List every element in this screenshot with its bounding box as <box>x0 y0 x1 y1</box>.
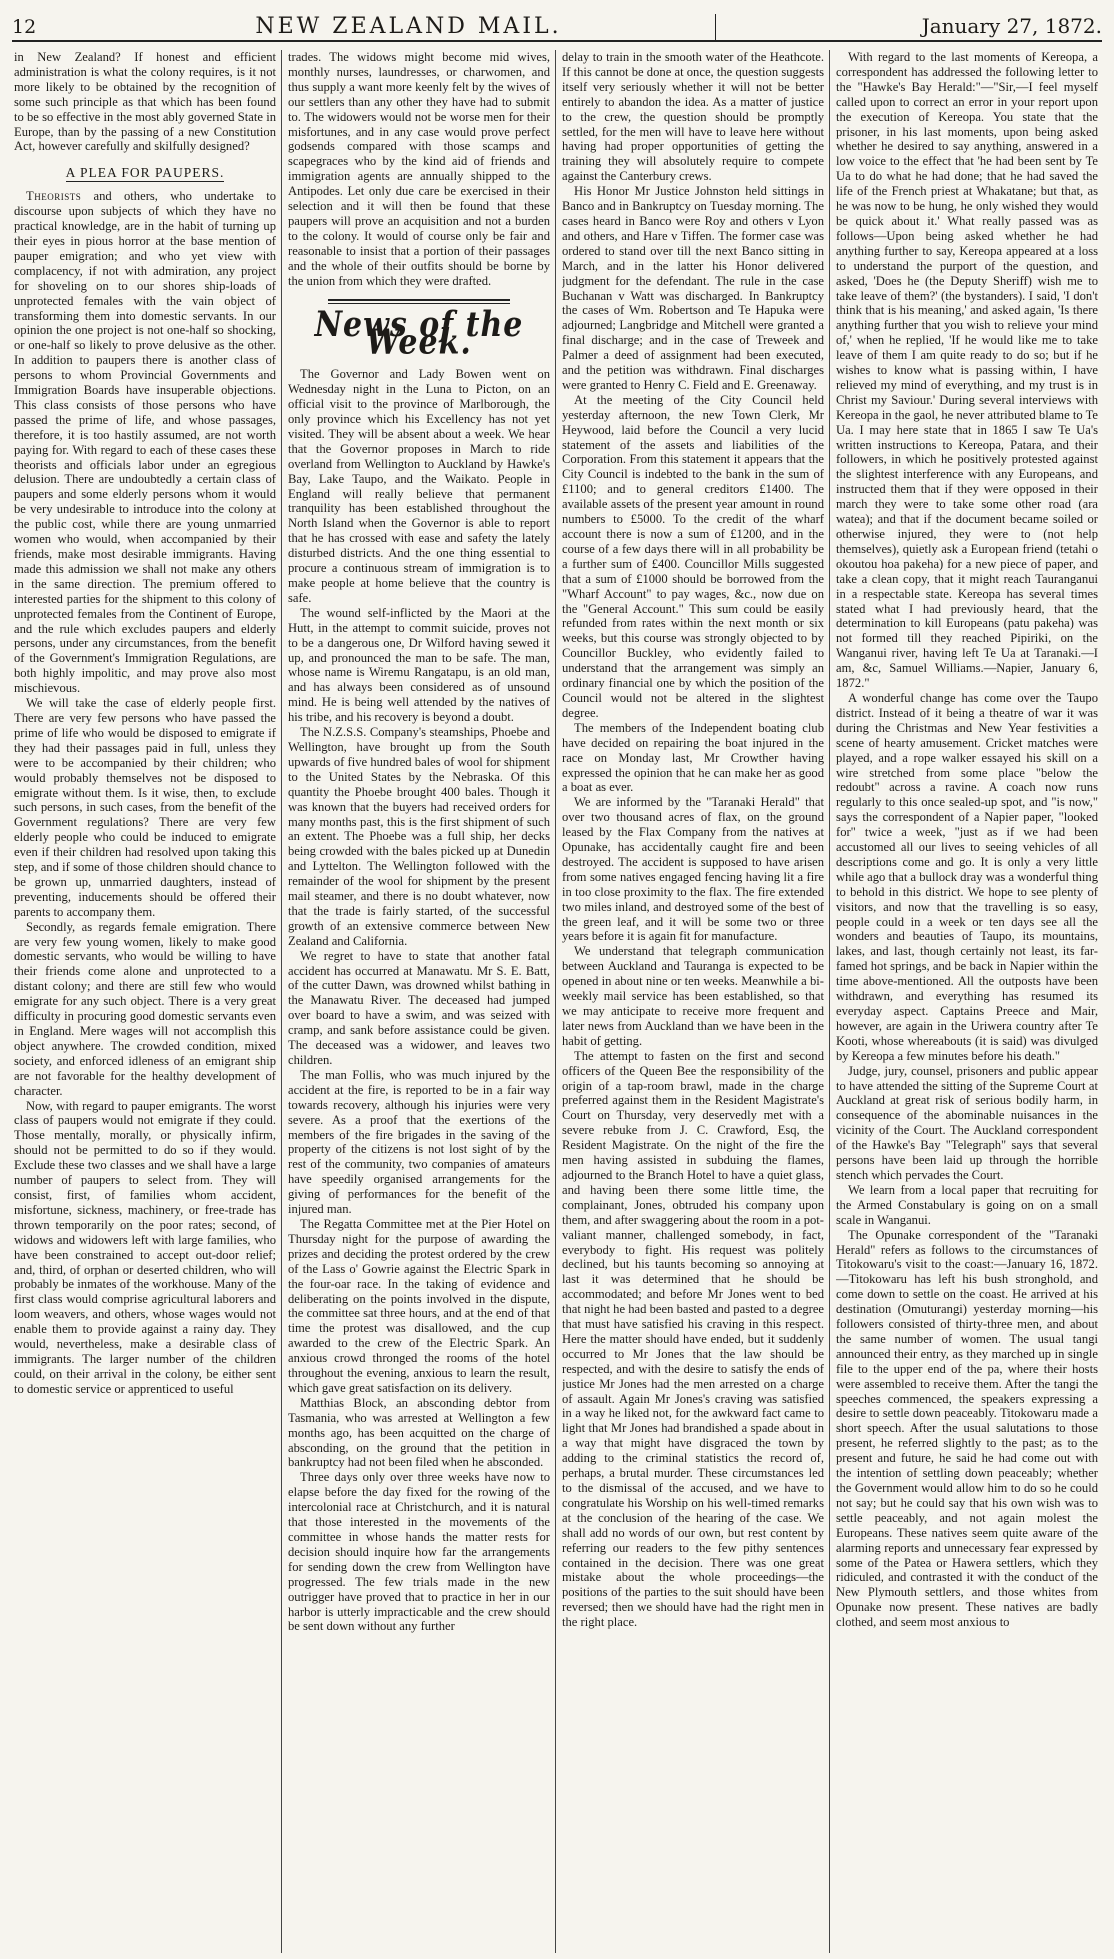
article-paragraph: Theorists and others, who undertake to discourse upon subjects of which they have no practical knowledge, are in the habit of turning up their eyes in pious horror at the base mention of pauper emigration; and who yet view with complacency, if not with admiration, any project for shoveling on to our shores ship-loads of unprotected females with the vain object of transforming them into domestic servants. In our opinion the one project is not one-half so shocking, or one-half so likely to prove delusive as the other. In addition to paupers there is another class of persons to whom Provincial Governments and Immigration Boards have insuperable objections. This class consists of those persons who have passed the prime of life, and whose passages, therefore, it is too hastily assumed, are not worth paying for. With regard to each of these cases these theorists and officials labor under an egregious delusion. There are undoubtedly a certain class of paupers and some elderly persons whom it would be very undesirable to introduce into the colony at the public cost, while there are young unmarried women who would, when accompanied by their friends, make most desirable immigrants. Having made this admission we shall not make any others in the same direction. The premium offered to interested parties for the shipment to this colony of unprotected females from the Continent of Europe, and the rule which excludes paupers and elderly persons, under any circumstances, from the benefit of the Government's Immigration Regulations, are both highly impolitic, and may prove also most mischievous. <box>14 189 276 696</box>
article-paragraph: in New Zealand? If honest and efficient administration is what the colony requires, is it not more likely to be obtained by the recognition of some such principle as that which has been found to be so effective in the most ably governed State in Europe, than by the passing of a new Constitution Act, however carefully and skilfully designed? <box>14 50 276 154</box>
article-paragraph: The members of the Independent boating club have decided on repairing the boat injured in the race on Monday last, Mr Crowther having expressed the opinion that he can make her as good a boat as ever. <box>562 720 824 795</box>
column-divider <box>555 50 556 1953</box>
issue-date: January 27, 1872. <box>715 14 1102 40</box>
article-paragraph: With regard to the last moments of Kereopa, a correspondent has addressed the following letter to the "Hawke's Bay Herald:"—"Sir,—I feel myself called upon to correct an error in your report upon the execution of Kereopa. You state that the prisoner, in his last moments, upon being asked whether he desired to say anything, answered in a low voice to the effect that 'he had been sent by Te Ua to do what he had done; that he had saved the life of the French priest at Whakatane; but that, as he was now to be hung, he only wished they would be quick about it.' What really passed was as follows—Upon being asked whether he had anything further to say, Kereopa appeared at a loss to understand the purport of the question, and asked, 'Does he (the Deputy Sheriff) wish me to take leave of them?' (the bystanders). I said, 'I don't think that is his meaning,' and asked again, 'Is there anything further that you wish to relieve your mind of,' when he replied, 'If he would like me to take leave of them I am quite ready to do so; but if he wishes to know what is passing within, I have relieved my mind of everything, and my trust is in Christ my Saviour.' During several interviews with Kereopa in the gaol, he never attributed blame to Te Ua. I may here state that in 1865 I saw Te Ua's written instructions to Kereopa, Patara, and their followers, in which he positively protested against the slightest interference with any Europeans, and instructed them that if they were opposed in their march they were to take some other road (ara watea); and that if the document became soiled or otherwise injured, they were to (not help themselves), quietly ask a European friend (tetahi o okoutou hoa pakeha) for a new piece of paper, and take a clean copy, that it might reach Tauranganui in a respectable state. Kereopa has several times stated what I had previously heard, that the determination to kill Europeans (patu pakeha) was not formed till they reached Pipiriki, on the Wanganui river, having left Te Ua at Taranaki.—I am, &c, Samuel Williams.—Napier, January 6, 1872." <box>836 50 1098 691</box>
article-paragraph: The Governor and Lady Bowen went on Wednesday night in the Luna to Picton, on an official visit to the province of Marlborough, the only province which his Excellency has not yet visited. They will be absent about a week. We hear that the Governor proposes in March to ride overland from Wellington to Auckland by Hawke's Bay, Lake Taupo, and the Waikato. People in England will really believe that permanent tranquility has been established throughout the North Island when the Governor is able to report that he has crossed with ease and safety the lately disturbed districts. And the one thing essential to procure a continuous stream of immigration is to make people at home believe that the country is safe. <box>288 367 550 605</box>
article-paragraph: His Honor Mr Justice Johnston held sittings in Banco and in Bankruptcy on Tuesday morning. The cases heard in Banco were Roy and others v Lyon and others, and Hare v Tiffen. The former case was ordered to stand over till the next Banco sitting in March, and in the latter his Honor delivered judgment for the defendant. The rule in the case Buchanan v Watt was discharged. In Bankruptcy the cases of Wm. Robertson and Te Hapuka were adjourned; Langbridge and Mitchell were granted a final discharge; and in the case of Treweek and Palmer a deed of assignment had been executed, and the petition was withdrawn. Final discharges were granted to Henry C. Field and E. Greenaway. <box>562 184 824 392</box>
article-paragraph: We understand that telegraph communication between Auckland and Tauranga is expected to be opened in about nine or ten weeks. Meanwhile a bi-weekly mail service has been established, so that we may anticipate to receive more frequent and later news from Auckland than we have been in the habit of getting. <box>562 944 824 1048</box>
article-paragraph: We regret to have to state that another fatal accident has occurred at Manawatu. Mr S. E. Batt, of the cutter Dawn, was drowned whilst bathing in the Manawatu River. The deceased had jumped over board to have a swim, and was seized with cramp, and sank before assistance could be given. The deceased was a widower, and leaves two children. <box>288 948 550 1067</box>
lead-word: Theorists <box>26 189 82 204</box>
column-3 <box>562 50 824 1953</box>
article-paragraph: Matthias Block, an absconding debtor from Tasmania, who was arrested at Wellington a few months ago, has been acquitted on the charge of absconding, on the ground that the petition in bankruptcy had not been filed when he absconded. <box>288 1395 550 1470</box>
section-title: A PLEA FOR PAUPERS. <box>65 165 225 181</box>
article-paragraph: Judge, jury, counsel, prisoners and public appear to have attended the sitting of the Supreme Court at Auckland at great risk of serious bodily harm, in consequence of the abominable nuisances in the vicinity of the Court. The Auckland correspondent of the Hawke's Bay "Telegraph" says that several persons have been laid up through the horrible stench which pervades the Court. <box>836 1063 1098 1182</box>
column-1 <box>14 50 276 1953</box>
column-2 <box>288 50 550 1953</box>
article-paragraph: We are informed by the "Taranaki Herald" that over two thousand acres of flax, on the ground leased by the Flax Company from the natives at Opunake, has accidentally caught fire and been destroyed. The accident is supposed to have arisen from some natives engaged fencing having lit a fire in too close proximity to the flax. The fire extended two miles inland, and destroyed some of the best of the green leaf, and it will be some two or three years before it is again fit for manufacture. <box>562 795 824 944</box>
column-4 <box>836 50 1098 1953</box>
article-paragraph: delay to train in the smooth water of the Heathcote. If this cannot be done at once, the question suggests itself very seriously whether it will not be better entirely to abandon the idea. As a matter of justice to the crew, the question should be promptly settled, for the men will have to leave here without having had proper opportunities of getting the training they will absolutely require to compete against the Canterbury crews. <box>562 50 824 184</box>
article-paragraph: A wonderful change has come over the Taupo district. Instead of it being a theatre of war it was during the Christmas and New Year festivities a scene of hearty amusement. Cricket matches were played, and a rope walker essayed his skill on a wire stretched from some place "below the redoubt" across a ravine. A coach now runs regularly to this once sealed-up spot, and "is now," says the correspondent of a Napier paper, "looked for" twice a week, "just as if we had been accustomed all our lives to seeing vehicles of all descriptions come and go. It is only a very little while ago that a bullock dray was a wonderful thing to behold in this district. We hope to see plenty of visitors, and now that the travelling is so easy, people could in a week or ten days see all the wonders and beauties of Taupo, its mountains, lakes, and last, though certainly not least, its far-famed hot springs, and be back in Napier within the time above-mentioned. All the outposts have been withdrawn, and everything has resumed its everyday aspect. Captains Preece and Mair, however, are again in the Uriwera country after Te Kooti, whose whereabouts (it is said) was divulged by Kereopa a few minutes before his death." <box>836 690 1098 1063</box>
article-paragraph: The N.Z.S.S. Company's steamships, Phoebe and Wellington, have brought up from the South upwards of five hundred bales of wool for shipment to the United States by the Nebraska. Of this quantity the Phoebe brought 400 bales. Though it was known that the buyers had received orders for many months past, this is the first shipment of such an extent. The Phoebe was a full ship, her decks being crowded with the bales picked up at Dunedin and Lyttelton. The Wellington followed with the remainder of the wool for shipment by the present mail steamer, and there is no doubt whatever, now that the trade is fairly started, of the successful growth of an extensive commerce between New Zealand and California. <box>288 725 550 948</box>
page-header <box>12 14 1102 42</box>
article-paragraph: At the meeting of the City Council held yesterday afternoon, the new Town Clerk, Mr Heywood, laid before the Council a very lucid statement of the assets and liabilities of the Corporation. From this statement it appears that the City Council is indebted to the bank in the sum of £1100; and to general creditors £1400. The available assets of the present year amount in round numbers to £5000. To the credit of the wharf account there is now a sum of £1200, and in the course of a few days there will in all probability be a further sum of £400. Councillor Mills suggested that a sum of £1000 should be borrowed from the "Wharf Account" to pay wages, &c., now due on the "General Account." This sum could be easily refunded from rates within the next month or six weeks, but this course was strongly objected to by Councillor Buckley, who evidently failed to understand that the arrangement was simply an ordinary financial one by which the position of the Council would not be altered in the slightest degree. <box>562 392 824 720</box>
article-paragraph: The Regatta Committee met at the Pier Hotel on Thursday night for the purpose of awarding the prizes and deciding the protest ordered by the crew of the Lass o' Gowrie against the Electric Spark in the four-oar race. In the taking of evidence and deliberating on the points involved in the dispute, the committee sat three hours, and at the end of that time the protest was disallowed, and the cup awarded to the crew of the Electric Spark. An anxious crowd thronged the rooms of the hotel throughout the evening, anxious to learn the result, which gave great satisfaction on its delivery. <box>288 1216 550 1395</box>
masthead: NEW ZEALAND MAIL. <box>255 14 562 39</box>
article-paragraph: The Opunake correspondent of the "Taranaki Herald" refers as follows to the circumstances of Titokowaru's visit to the coast:—January 16, 1872.—Titokowaru has left his bush stronghold, and come down to settle on the coast. He arrived at his destination (Omuturangi) yesterday morning—his followers consisted of thirty-three men, and about the same number of women. The usual tangi announced their entry, as they marched up in single file to the upper end of the pa, where their hosts were assembled to receive them. After the tangi the speeches commenced, the speakers expressing a desire to settle down peaceably. Titokowaru made a short speech. After the usual salutations to those present, he referred slightly to the past; as to the present and future, he said he had come out with the intention of settling down peaceably; whether the Government would allow him to do so he could not say; but he could say that his own wish was to settle peaceably, and not again molest the Europeans. These natives seem quite aware of the alarming reports and unnecessary fear expressed by some of the Patea or Hawera settlers, which they ridiculed, and contrasted it with the conduct of the New Plymouth settlers, and those whites from Opunake now present. These natives are badly clothed, and seem most anxious to <box>836 1227 1098 1630</box>
page-number: 12 <box>12 16 37 38</box>
article-paragraph: Three days only over three weeks have now to elapse before the day fixed for the rowing of the intercolonial race at Christchurch, and it is natural that those interested in the movements of the committee in whose hands the matter rests for decision should inquire how far the arrangements for sending down the crew from Wellington have progressed. The few trials made in the new outrigger have proved that to practice in her in our harbor is utterly impracticable and the crew should be sent down without any further <box>288 1470 550 1634</box>
divider <box>328 299 510 301</box>
article-paragraph: We will take the case of elderly people first. There are very few persons who have passed the prime of life who would be disposed to emigrate if they had their passages paid in full, unless they were to be accompanied by their children; who would probably themselves not be disposed to emigrate without them. Is it wise, then, to exclude such persons, in such cases, from the benefit of the Government regulations? There are very few elderly people who could be induced to emigrate even if their children had resolved upon taking this step, and if some of those children should chance to be grown up, unmarried daughters, instead of preventing, inducements should be offered their parents to accompany them. <box>14 696 276 919</box>
article-paragraph: The wound self-inflicted by the Maori at the Hutt, in the attempt to commit suicide, proves not to be a dangerous one, Dr Wilford having sewed it up, and pronounced the man to be safe. The man, whose name is Wiremu Rangatapu, is an old man, and has always been considered as of unsound mind. He is being well attended by the natives of his tribe, and his recovery is beyond a doubt. <box>288 605 550 725</box>
divider <box>328 303 510 304</box>
article-paragraph: Now, with regard to pauper emigrants. The worst class of paupers would not emigrate if they could. Those mentally, morally, or physically infirm, should not be permitted to do so if they would. Exclude these two classes and we shall have a large number of paupers to select from. They will consist, first, of families whom accident, misfortune, sickness, machinery, or free-trade has thrown temporarily on the poor rates; second, of widows and widowers left with large families, who have been constrained to accept out-door relief; and, third, of orphan or deserted children, who will probably be inmates of the workhouse. Many of the first class would comprise agricultural laborers and loom weavers, and others, whose wages would not enable them to provide against a rainy day. They would, nevertheless, make a desirable class of immigrants. The larger number of the children could, on their arrival in the colony, be either sent to domestic service or apprenticed to useful <box>14 1098 276 1396</box>
article-paragraph: We learn from a local paper that recruiting for the Armed Constabulary is going on on a small scale in Wanganui. <box>836 1182 1098 1227</box>
article-paragraph: The man Follis, who was much injured by the accident at the fire, is reported to be in a fair way towards recovery, although his injuries were very severe. As a proof that the exertions of the members of the fire brigades in the saving of the property of the citizens is not lost sight of by the rest of the community, two companies of amateurs have speedily organised arrangements for the giving of performances for the benefit of the injured man. <box>288 1067 550 1217</box>
column-divider <box>281 50 282 1953</box>
column-divider <box>829 50 830 1953</box>
article-paragraph: Secondly, as regards female emigration. There are very few young women, likely to make good domestic servants, who would be willing to have their friends come alone and unprotected to a distant colony; and there are still few who would emigrate for any such object. There is a very great difficulty in procuring good domestic servants even in England. Mere wages will not accomplish this object anywhere. The crowded condition, mixed society, and enforced idleness of an emigrant ship are not favorable for the healthy development of character. <box>14 919 276 1098</box>
article-paragraph: The attempt to fasten on the first and second officers of the Queen Bee the responsibility of the origin of a tap-room brawl, made in the charge preferred against them in the Resident Magistrate's Court on Thursday, very deservedly met with a severe rebuke from J. C. Crawford, Esq, the Resident Magistrate. On the night of the fire the men having assisted in subduing the flames, adjourned to the Branch Hotel to have a quiet glass, and having been there some little time, the complainant, Jones, obtruded his company upon them, and after swaggering about the room in a pot-valiant manner, challenged somebody, in fact, everybody to fight. His request was politely declined, but his taunts becoming so annoying at last it was determined that he should be accommodated; and before Mr Jones went to bed that night he had been basted and pasted to a degree that must have satisfied his craving in this respect. Here the matter should have ended, but it suddenly occurred to Mr Jones that the law should be respected, and with the desire to satisfy the ends of justice Mr Jones had the men arrested on a charge of assault. Again Mr Jones's craving was satisfied in a way he liked not, for the awkward fact came to light that Mr Jones had brandished a spade about in a way that might have disgraced the town by adding to the criminal statistics the record of, perhaps, a brutal murder. These circumstances led to the dismissal of the accused, and we have to congratulate his Worship on his well-timed remarks at the conclusion of the hearing of the case. We shall add no words of our own, but rest content by referring our readers to the few pithy sentences contained in the decision. There was one great mistake about the whole proceedings—the positions of the parties to the suit should have been reversed; then we should have had the right men in the right place. <box>562 1048 824 1630</box>
article-paragraph: trades. The widows might become mid wives, monthly nurses, laundresses, or charwomen, and thus supply a want more keenly felt by the wives of our settlers than any other they have had to submit to. The widowers would not be worse men for their misfortunes, and in any case would prove perfect godsends compared with those scamps and scapegraces who by the kind aid of friends and immigration agents are annually shipped to the Antipodes. Let only due care be exercised in their selection and it will then be found that these paupers will prove an acquisition and not a burden to the colony. It would of course only be fair and reasonable to insist that a portion of their passages and the whole of their outfits should be borne by the union from which they were drafted. <box>288 50 550 288</box>
news-of-the-week-heading: News of the Week. <box>314 304 524 363</box>
